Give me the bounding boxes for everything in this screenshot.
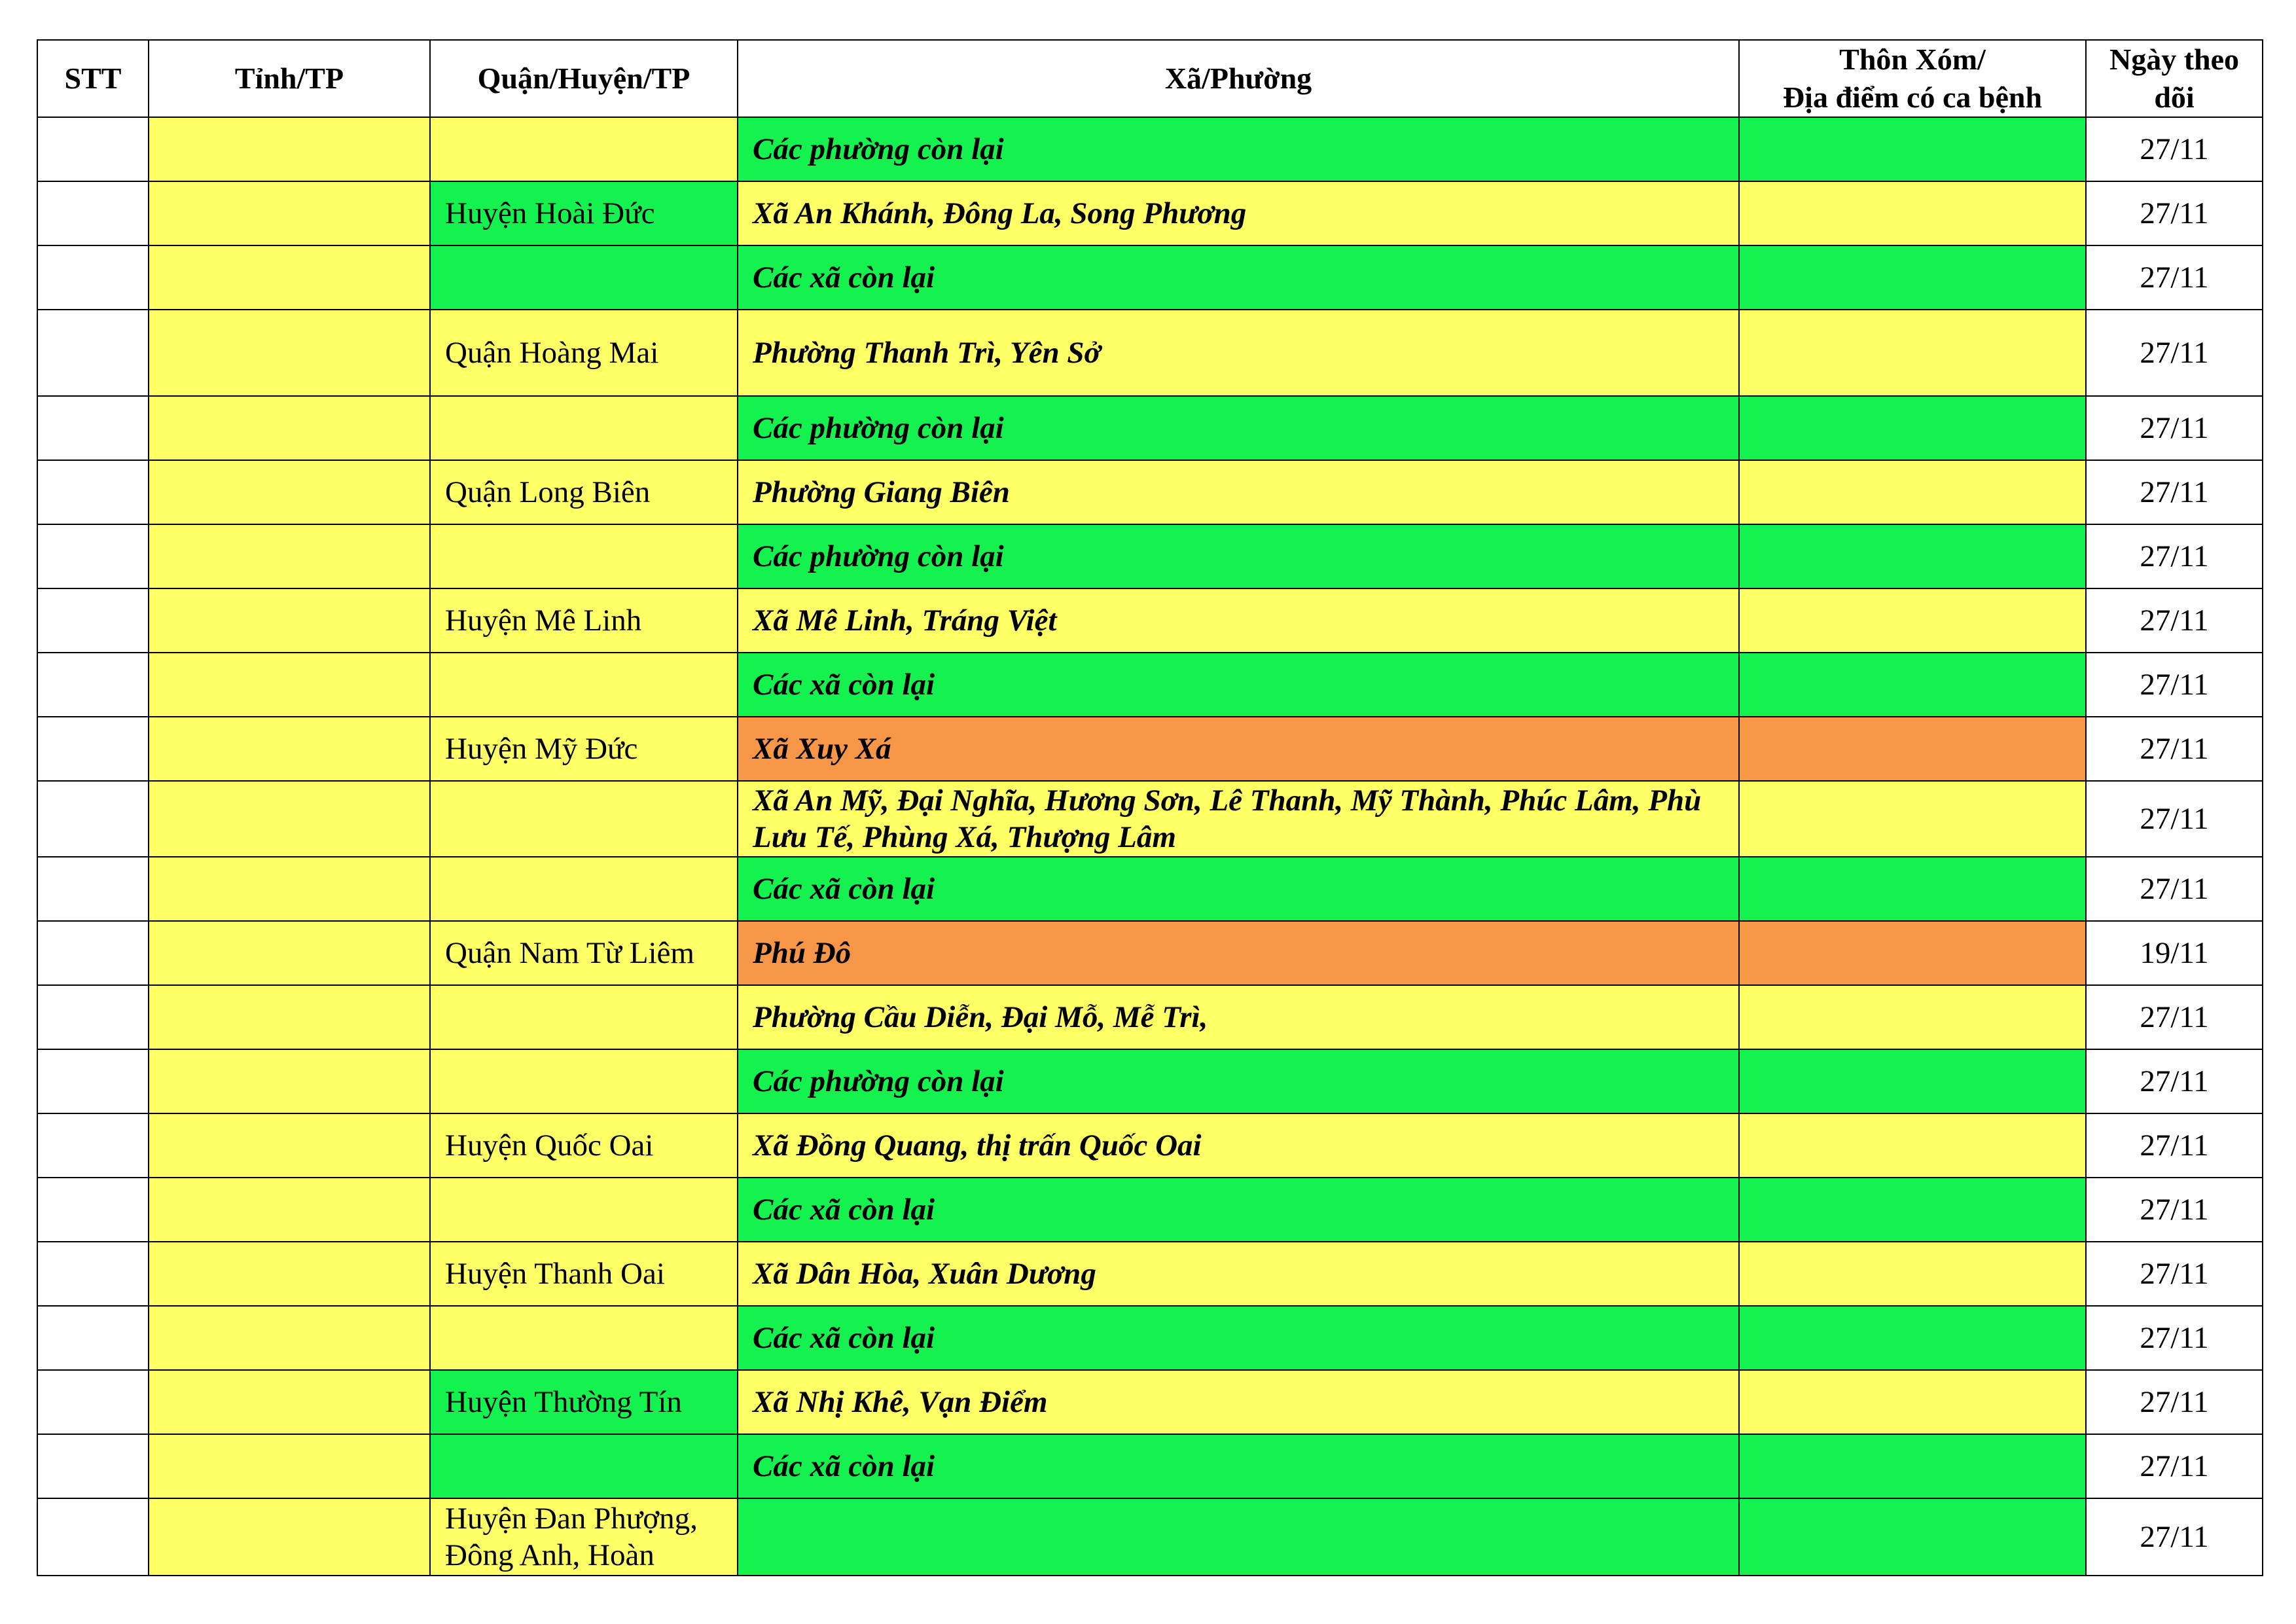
stt-cell [37,1178,149,1242]
province-cell [149,245,430,310]
ward-cell: Xã Đồng Quang, thị trấn Quốc Oai [738,1113,1739,1178]
hamlet-cell [1739,1498,2086,1576]
header-hamlet [1739,40,2086,117]
hamlet-cell [1739,653,2086,717]
province-cell [149,985,430,1049]
hamlet-cell [1739,1306,2086,1370]
province-cell [149,396,430,460]
province-cell [149,1242,430,1306]
province-cell [149,117,430,181]
stt-cell [37,781,149,857]
stt-cell [37,1370,149,1434]
district-cell [430,781,738,857]
ward-cell: Các phường còn lại [738,117,1739,181]
stt-cell [37,857,149,921]
date-cell: 27/11 [2086,1049,2263,1113]
table-body [37,117,2263,1576]
district-cell [430,985,738,1049]
province-cell [149,781,430,857]
table-row [37,1370,2263,1434]
stt-cell [37,310,149,396]
hamlet-cell [1739,1434,2086,1498]
province-cell [149,1434,430,1498]
district-cell [430,396,738,460]
province-cell [149,1049,430,1113]
stt-cell [37,1113,149,1178]
stt-cell [37,245,149,310]
header-stt: STT [37,40,149,117]
ward-cell: Xã An Mỹ, Đại Nghĩa, Hương Sơn, Lê Thanh, Mỹ Thành, Phúc Lâm, Phù Lưu Tế, Phùng Xá, Thượng Lâm [738,781,1739,857]
table-row [37,1049,2263,1113]
table-row [37,1242,2263,1306]
hamlet-cell [1739,1049,2086,1113]
district-cell [430,245,738,310]
province-cell [149,181,430,245]
province-cell [149,524,430,588]
ward-cell: Xã Xuy Xá [738,717,1739,781]
stt-cell [37,985,149,1049]
stt-cell [37,921,149,985]
date-cell: 27/11 [2086,857,2263,921]
province-cell [149,1306,430,1370]
table-row [37,310,2263,396]
table-row [37,1306,2263,1370]
table-row [37,117,2263,181]
ward-cell [738,1498,1739,1576]
date-cell: 27/11 [2086,985,2263,1049]
province-cell [149,653,430,717]
hamlet-cell [1739,717,2086,781]
date-cell: 19/11 [2086,921,2263,985]
hamlet-cell [1739,245,2086,310]
ward-cell: Phường Cầu Diễn, Đại Mỗ, Mễ Trì, [738,985,1739,1049]
province-cell [149,1178,430,1242]
table-row [37,1113,2263,1178]
stt-cell [37,717,149,781]
ward-cell: Các xã còn lại [738,245,1739,310]
province-cell [149,1370,430,1434]
table-row [37,1434,2263,1498]
hamlet-cell [1739,524,2086,588]
hamlet-cell [1739,985,2086,1049]
ward-cell: Xã Mê Linh, Tráng Việt [738,588,1739,653]
header-district: Quận/Huyện/TP [430,40,738,117]
ward-cell: Các phường còn lại [738,396,1739,460]
district-cell: Huyện Mỹ Đức [430,717,738,781]
table-row [37,524,2263,588]
stt-cell [37,117,149,181]
date-cell: 27/11 [2086,653,2263,717]
hamlet-cell [1739,588,2086,653]
ward-cell: Các xã còn lại [738,1306,1739,1370]
province-cell [149,1113,430,1178]
table-row [37,460,2263,524]
stt-cell [37,588,149,653]
table-row [37,1498,2263,1576]
district-cell [430,524,738,588]
date-cell: 27/11 [2086,1306,2263,1370]
stt-cell [37,1242,149,1306]
date-cell: 27/11 [2086,1242,2263,1306]
stt-cell [37,653,149,717]
header-date-line1: Ngày theo [2109,43,2240,76]
date-cell: 27/11 [2086,396,2263,460]
table-row [37,717,2263,781]
ward-cell: Các xã còn lại [738,857,1739,921]
date-cell: 27/11 [2086,1498,2263,1576]
ward-cell: Xã Dân Hòa, Xuân Dương [738,1242,1739,1306]
ward-cell: Phường Giang Biên [738,460,1739,524]
district-cell: Quận Nam Từ Liêm [430,921,738,985]
district-cell [430,1049,738,1113]
hamlet-cell [1739,1242,2086,1306]
date-cell: 27/11 [2086,181,2263,245]
ward-cell: Phú Đô [738,921,1739,985]
table-row [37,653,2263,717]
district-cell: Huyện Quốc Oai [430,1113,738,1178]
header-row [37,40,2263,117]
district-cell: Huyện Hoài Đức [430,181,738,245]
header-province: Tỉnh/TP [149,40,430,117]
table-row [37,857,2263,921]
district-cell [430,117,738,181]
ward-cell: Xã Nhị Khê, Vạn Điểm [738,1370,1739,1434]
date-cell: 27/11 [2086,717,2263,781]
stt-cell [37,524,149,588]
date-cell: 27/11 [2086,588,2263,653]
district-cell: Quận Hoàng Mai [430,310,738,396]
date-cell: 27/11 [2086,1178,2263,1242]
date-cell: 27/11 [2086,1434,2263,1498]
hamlet-cell [1739,396,2086,460]
district-cell [430,1178,738,1242]
stt-cell [37,1306,149,1370]
header-hamlet-line2: Địa điểm có ca bệnh [1782,81,2043,114]
province-cell [149,717,430,781]
header-ward: Xã/Phường [738,40,1739,117]
header-hamlet-line1: Thôn Xóm/ [1839,43,1986,76]
table-row [37,181,2263,245]
hamlet-cell [1739,310,2086,396]
district-cell [430,1306,738,1370]
district-cell: Huyện Mê Linh [430,588,738,653]
province-cell [149,857,430,921]
hamlet-cell [1739,1178,2086,1242]
table-row [37,396,2263,460]
hamlet-cell [1739,1370,2086,1434]
province-cell [149,310,430,396]
date-cell: 27/11 [2086,781,2263,857]
ward-cell: Các xã còn lại [738,653,1739,717]
stt-cell [37,181,149,245]
district-cell: Huyện Đan Phượng, Đông Anh, Hoàn [430,1498,738,1576]
date-cell: 27/11 [2086,1113,2263,1178]
stt-cell [37,1049,149,1113]
header-date [2086,40,2263,117]
province-cell [149,588,430,653]
district-cell [430,653,738,717]
hamlet-cell [1739,857,2086,921]
table-row [37,245,2263,310]
hamlet-cell [1739,921,2086,985]
ward-cell: Phường Thanh Trì, Yên Sở [738,310,1739,396]
district-cell: Quận Long Biên [430,460,738,524]
stt-cell [37,396,149,460]
table-row [37,588,2263,653]
hamlet-cell [1739,781,2086,857]
ward-cell: Các phường còn lại [738,1049,1739,1113]
district-cell [430,857,738,921]
stt-cell [37,460,149,524]
stt-cell [37,1434,149,1498]
date-cell: 27/11 [2086,117,2263,181]
hamlet-cell [1739,1113,2086,1178]
table-row [37,1178,2263,1242]
table-row [37,781,2263,857]
date-cell: 27/11 [2086,310,2263,396]
ward-cell: Các xã còn lại [738,1434,1739,1498]
ward-cell: Xã An Khánh, Đông La, Song Phương [738,181,1739,245]
date-cell: 27/11 [2086,1370,2263,1434]
ward-cell: Các phường còn lại [738,524,1739,588]
hamlet-cell [1739,117,2086,181]
header-date-line2: dõi [2154,81,2195,114]
stt-cell [37,1498,149,1576]
district-cell: Huyện Thường Tín [430,1370,738,1434]
date-cell: 27/11 [2086,245,2263,310]
table-row [37,985,2263,1049]
date-cell: 27/11 [2086,460,2263,524]
province-cell [149,1498,430,1576]
province-cell [149,921,430,985]
hamlet-cell [1739,460,2086,524]
hamlet-cell [1739,181,2086,245]
ward-cell: Các xã còn lại [738,1178,1739,1242]
district-cell: Huyện Thanh Oai [430,1242,738,1306]
district-cell [430,1434,738,1498]
case-tracking-table [37,39,2263,1576]
province-cell [149,460,430,524]
date-cell: 27/11 [2086,524,2263,588]
table-row [37,921,2263,985]
